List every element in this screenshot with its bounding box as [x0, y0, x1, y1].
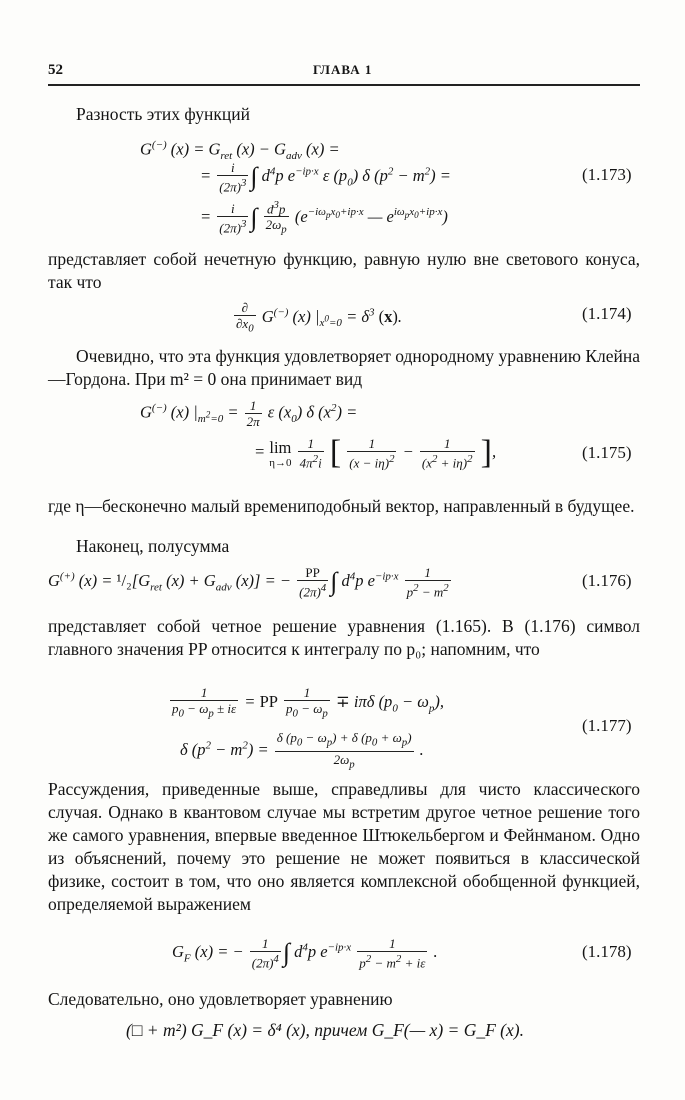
equation-number-1177: (1.177) [582, 716, 632, 735]
equation-1176: G(+) $(x) = ^1/_2[G_{ret}$ $(x) + G_{adv}$ (x)] = − $\frac{PP}{(2\pi)^4}$ ∫ $d^4p$ $e^{-ip\cdot x}$ $\frac{1}{p^2 - m^2}$ [48, 565, 449, 600]
paragraph-6: представляет собой четное решение уравнения (1.165). В (1.176) символ главного значения PP относится к интегралу по p₀; напомним, что [48, 616, 640, 659]
paragraph-4: где η—бесконечно малый времениподобный вектор, направленный в будущее. [48, 496, 635, 516]
equation-1174: $\frac{\partial}{\partial x_0}$ G(−) (x) $|_{x^0=0} = \delta^3$ (x). [236, 300, 402, 335]
equation-number-1175: (1.175) [582, 443, 632, 462]
equation-1173-line2: = $\frac{i}{(2\pi)^3}$ ∫ $d^4p$ $e^{-ip\cdot x}$ ε $(p_0)$ δ $(p^2 - m^2)$ = [200, 160, 451, 195]
equation-1173-line3: = $\frac{i}{(2\pi)^3}$ ∫ $\frac{d^3p}{2\omega_p}$ ($e^{-i\omega_px_0+ip\cdot x}$ — $e^{i\omega_px_0+ip\cdot x}$) [200, 199, 448, 236]
paragraph-8: Следовательно, оно удовлетворяет уравнению [48, 989, 393, 1009]
equation-number-1178: (1.178) [582, 942, 632, 961]
paragraph-2: представляет собой нечетную функцию, равную нулю вне светового конуса, так что [48, 249, 640, 292]
equation-1175-line2: = lim η→0 $\frac{1}{4\pi^2i}$ [ $\frac{1}{(x - i\eta)^2}$ − $\frac{1}{(x^2 + i\eta)^2}$ ], [254, 434, 497, 472]
equation-1175-line1: G(−) (x) $|_{m^2=0}$ = $\frac{1}{2\pi}$ ε $(x_0)$ δ $(x^2)$ = [140, 398, 358, 430]
equation-1177-line2: δ $(p^2 - m^2)$ = $\frac{\delta (p_0 - \omega_p) + \delta (p_0 + \omega_p)}{2\omega_p}$ . [180, 730, 424, 771]
equation-1177-line1: $\frac{1}{p_0 - \omega_p \pm i\varepsilon}$ = PP $\frac{1}{p_0 - \omega_p}$ ∓ iπδ $(p_0 - \omega_p)$, [172, 685, 444, 720]
page-number: 52 [48, 62, 63, 78]
equation-number-1173: (1.173) [582, 165, 632, 184]
equation-1173-line1: G(−) $(x) = G_{ret}$ $(x) - G_{adv}$ (x) = [140, 139, 340, 162]
paragraph-7: Рассуждения, приведенные выше, справедливы для чисто классического случая. Однако в квантовом случае мы встретим другое четное решение того же самого уравнения, впервые введенное Штюкельбергом и Фейнманом. Одно из объяснений, почему это решение не может появиться в классической физике, состоит в том, что оно является комплексной обобщенной функцией, определяемой выражением [48, 779, 640, 914]
paragraph-3: Очевидно, что эта функция удовлетворяет однородному уравнению Клейна—Гордона. При m² = 0 она принимает вид [48, 346, 640, 389]
equation-number-1176: (1.176) [582, 571, 632, 590]
paragraph-5: Наконец, полусумма [76, 536, 230, 556]
page-header [48, 60, 640, 86]
equation-1178: $G_F$ (x) = − $\frac{1}{(2\pi)^4}$ ∫ $d^4p$ $e^{-ip\cdot x}$ $\frac{1}{p^2 - m^2 + i\varepsilon}$ . [172, 936, 438, 971]
running-title: ГЛАВА 1 [313, 62, 373, 77]
paragraph-1: Разность этих функций [76, 104, 251, 124]
equation-number-1174: (1.174) [582, 304, 632, 323]
equation-final: (□ + m²) G_F (x) = δ⁴ (x), причем G_F(— x) = G_F (x). [126, 1020, 524, 1040]
